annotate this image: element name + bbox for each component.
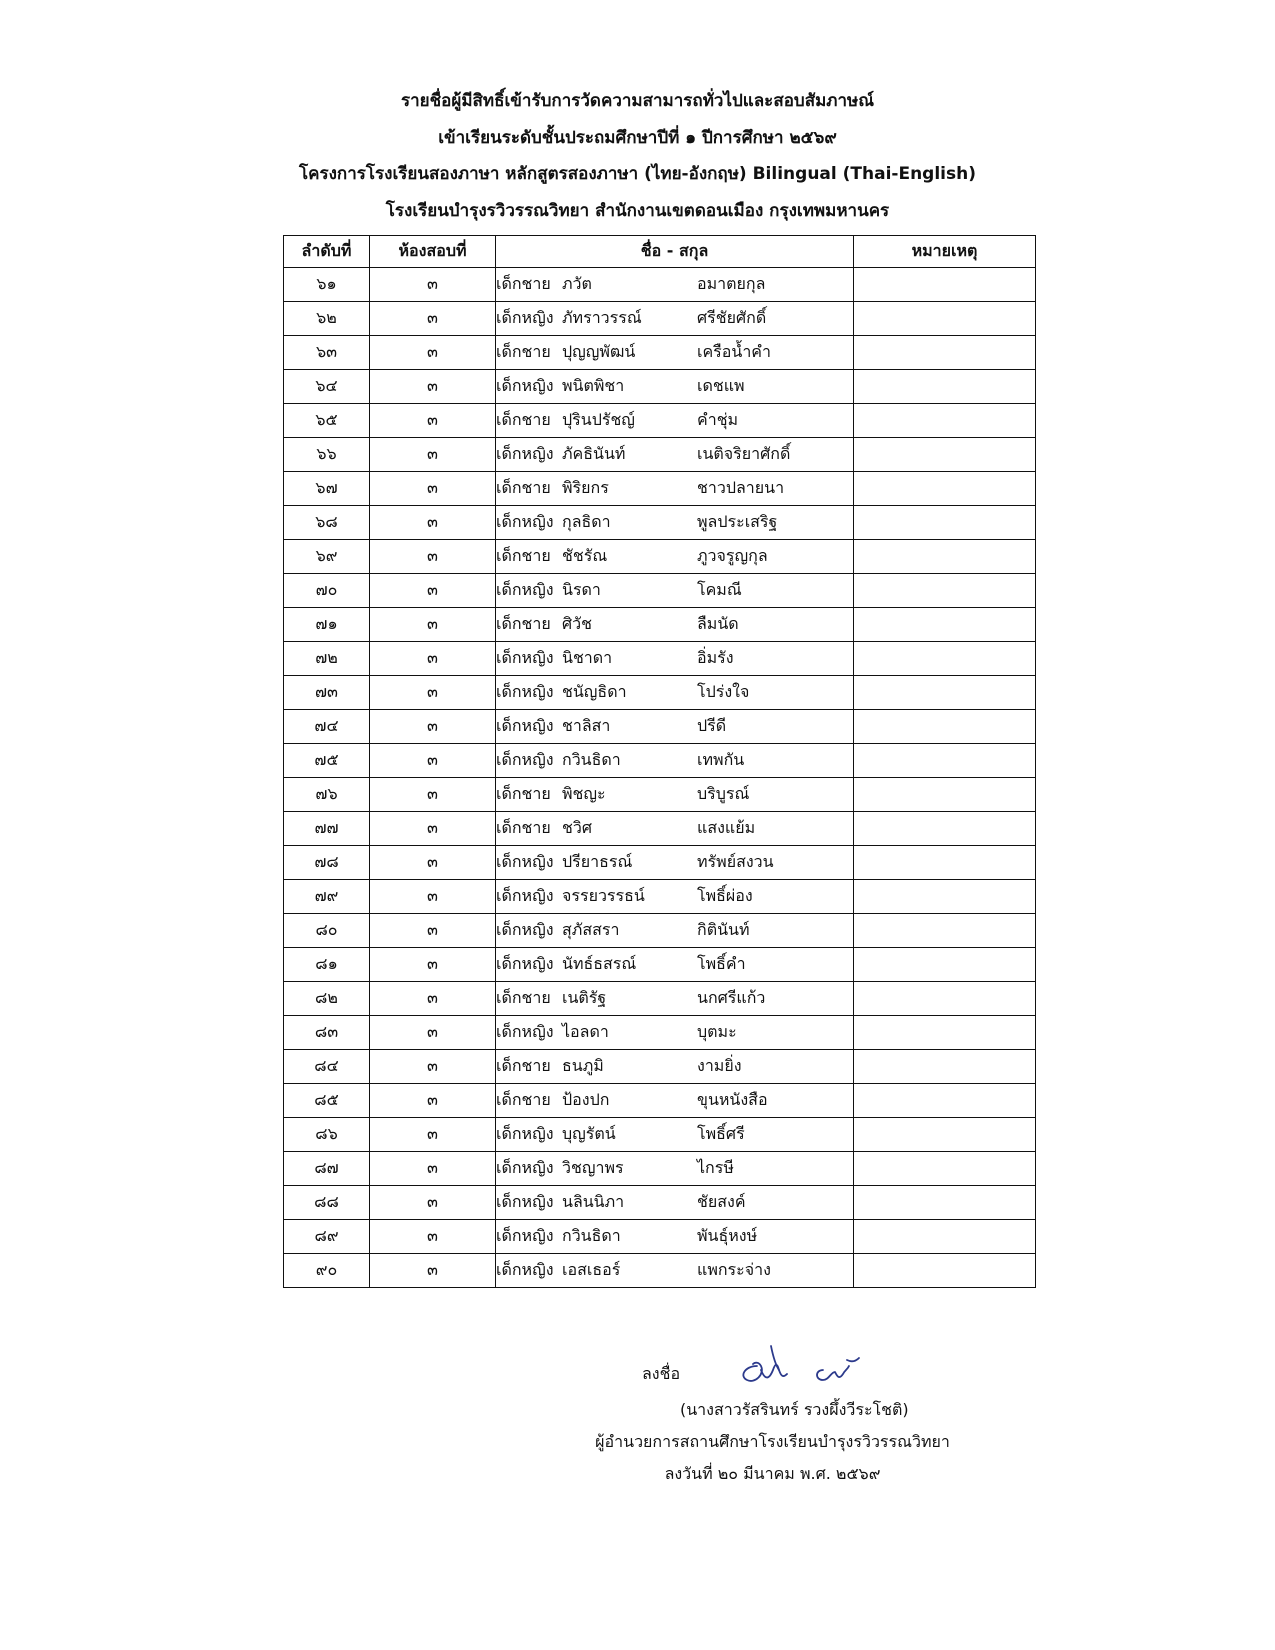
table-row xyxy=(284,846,1036,880)
last-name: โพธิ์คำ xyxy=(697,954,746,973)
cell-number: ๘๗ xyxy=(284,1152,370,1186)
last-name: งามยิ่ง xyxy=(697,1056,742,1075)
cell-room: ๓ xyxy=(370,302,496,336)
cell-note xyxy=(854,744,1036,778)
table-row xyxy=(284,506,1036,540)
cell-name xyxy=(496,370,854,404)
cell-note xyxy=(854,812,1036,846)
name-title: เด็กหญิง xyxy=(496,852,554,871)
table-row xyxy=(284,302,1036,336)
last-name: ลืมนัด xyxy=(697,614,739,633)
cell-name xyxy=(496,302,854,336)
cell-name xyxy=(496,1084,854,1118)
cell-number: ๘๒ xyxy=(284,982,370,1016)
cell-note xyxy=(854,404,1036,438)
cell-note xyxy=(854,370,1036,404)
last-name: โคมณี xyxy=(697,580,742,599)
name-title: เด็กหญิง xyxy=(496,716,554,735)
name-title: เด็กหญิง xyxy=(496,886,554,905)
name-title: เด็กหญิง xyxy=(496,682,554,701)
first-name: ปุญญพัฒน์ xyxy=(562,342,636,361)
cell-room: ๓ xyxy=(370,1186,496,1220)
cell-name xyxy=(496,676,854,710)
first-name: ชาลิสา xyxy=(562,716,611,735)
cell-note xyxy=(854,1186,1036,1220)
cell-room: ๓ xyxy=(370,642,496,676)
cell-name xyxy=(496,268,854,302)
cell-name xyxy=(496,438,854,472)
cell-room: ๓ xyxy=(370,1016,496,1050)
cell-name xyxy=(496,982,854,1016)
table-row xyxy=(284,1220,1036,1254)
last-name: ไกรษี xyxy=(697,1158,734,1177)
last-name: คำชุ่ม xyxy=(697,410,739,429)
signer-position: ผู้อำนวยการสถานศึกษาโรงเรียนบำรุงรวิวรรณวิทยา xyxy=(595,1432,950,1451)
header-grade-year: เข้าเรียนระดับชั้นประถมศึกษาปีที่ ๑ ปีการศึกษา ๒๕๖๙ xyxy=(438,127,837,148)
first-name: พนิตพิชา xyxy=(562,376,625,395)
cell-number: ๘๓ xyxy=(284,1016,370,1050)
cell-number: ๗๑ xyxy=(284,608,370,642)
cell-name xyxy=(496,1220,854,1254)
cell-number: ๖๘ xyxy=(284,506,370,540)
signer-name: (นางสาวรัสรินทร์ รวงผึ้งวีระโชติ) xyxy=(680,1400,909,1419)
first-name: เอสเธอร์ xyxy=(562,1260,621,1279)
cell-name xyxy=(496,574,854,608)
cell-room: ๓ xyxy=(370,1084,496,1118)
last-name: ภูวจรูญกุล xyxy=(697,546,768,565)
first-name: ศิวัช xyxy=(562,614,592,633)
cell-name xyxy=(496,506,854,540)
cell-number: ๗๐ xyxy=(284,574,370,608)
table-row xyxy=(284,676,1036,710)
cell-room: ๓ xyxy=(370,914,496,948)
cell-number: ๖๗ xyxy=(284,472,370,506)
last-name: บริบูรณ์ xyxy=(697,784,750,803)
first-name: นลินนิภา xyxy=(562,1192,625,1211)
table-row xyxy=(284,710,1036,744)
cell-name xyxy=(496,472,854,506)
name-title: เด็กชาย xyxy=(496,784,551,803)
table-row xyxy=(284,778,1036,812)
name-title: เด็กชาย xyxy=(496,614,551,633)
table-row xyxy=(284,744,1036,778)
cell-note xyxy=(854,302,1036,336)
cell-note xyxy=(854,642,1036,676)
last-name: ทรัพย์สงวน xyxy=(697,852,774,871)
table-header-row xyxy=(284,236,1036,268)
cell-note xyxy=(854,1152,1036,1186)
first-name: ป้องปก xyxy=(562,1090,610,1109)
cell-name xyxy=(496,846,854,880)
table-row xyxy=(284,370,1036,404)
first-name: กวินธิดา xyxy=(562,1226,621,1245)
cell-room: ๓ xyxy=(370,676,496,710)
table-row xyxy=(284,472,1036,506)
table-row xyxy=(284,1186,1036,1220)
last-name: เครือน้ำคำ xyxy=(697,342,771,361)
cell-room: ๓ xyxy=(370,370,496,404)
last-name: โพธิ์ศรี xyxy=(697,1124,745,1143)
table-row xyxy=(284,268,1036,302)
last-name: พูลประเสริฐ xyxy=(697,512,778,531)
first-name: นิรดา xyxy=(562,580,601,599)
cell-number: ๗๒ xyxy=(284,642,370,676)
cell-room: ๓ xyxy=(370,574,496,608)
table-row xyxy=(284,880,1036,914)
cell-room: ๓ xyxy=(370,948,496,982)
name-title: เด็กชาย xyxy=(496,1056,551,1075)
table-row xyxy=(284,608,1036,642)
cell-name xyxy=(496,642,854,676)
cell-note xyxy=(854,846,1036,880)
name-title: เด็กหญิง xyxy=(496,920,554,939)
cell-number: ๖๙ xyxy=(284,540,370,574)
name-title: เด็กชาย xyxy=(496,410,551,429)
last-name: บุตมะ xyxy=(697,1022,737,1041)
table-row xyxy=(284,1084,1036,1118)
cell-name xyxy=(496,404,854,438)
first-name: ภัทราวรรณ์ xyxy=(562,308,642,327)
cell-note xyxy=(854,1254,1036,1288)
cell-number: ๖๕ xyxy=(284,404,370,438)
cell-note xyxy=(854,1084,1036,1118)
column-header-room: ห้องสอบที่ xyxy=(370,236,496,268)
cell-note xyxy=(854,268,1036,302)
cell-name xyxy=(496,540,854,574)
table-row xyxy=(284,404,1036,438)
first-name: พิชญะ xyxy=(562,784,606,803)
cell-number: ๖๒ xyxy=(284,302,370,336)
name-title: เด็กชาย xyxy=(496,988,551,1007)
cell-name xyxy=(496,880,854,914)
first-name: ชัชรัณ xyxy=(562,546,608,565)
cell-room: ๓ xyxy=(370,812,496,846)
name-title: เด็กหญิง xyxy=(496,308,554,327)
cell-number: ๘๕ xyxy=(284,1084,370,1118)
cell-name xyxy=(496,608,854,642)
table-row xyxy=(284,336,1036,370)
name-title: เด็กหญิง xyxy=(496,750,554,769)
table-row xyxy=(284,914,1036,948)
cell-number: ๘๘ xyxy=(284,1186,370,1220)
cell-note xyxy=(854,778,1036,812)
cell-room: ๓ xyxy=(370,540,496,574)
table-row xyxy=(284,812,1036,846)
name-title: เด็กชาย xyxy=(496,1090,551,1109)
cell-room: ๓ xyxy=(370,880,496,914)
first-name: ไอลดา xyxy=(562,1022,609,1041)
cell-room: ๓ xyxy=(370,1152,496,1186)
last-name: แพกระจ่าง xyxy=(697,1260,771,1279)
last-name: อิ่มรัง xyxy=(697,648,734,667)
header-title: รายชื่อผู้มีสิทธิ์เข้ารับการวัดความสามารถทั่วไปและสอบสัมภาษณ์ xyxy=(400,91,875,111)
first-name: กวินธิดา xyxy=(562,750,621,769)
cell-name xyxy=(496,948,854,982)
cell-note xyxy=(854,1118,1036,1152)
last-name: ชาวปลายนา xyxy=(697,478,785,497)
last-name: ศรีชัยศักดิ์ xyxy=(697,308,767,327)
name-title: เด็กชาย xyxy=(496,818,551,837)
first-name: จรรยวรรธน์ xyxy=(562,886,645,905)
cell-number: ๗๖ xyxy=(284,778,370,812)
cell-note xyxy=(854,336,1036,370)
last-name: เทพกัน xyxy=(697,750,745,769)
table-row xyxy=(284,1016,1036,1050)
table-row xyxy=(284,1254,1036,1288)
table-row xyxy=(284,1118,1036,1152)
first-name: ภวัต xyxy=(562,274,592,293)
cell-name xyxy=(496,710,854,744)
first-name: นิชาดา xyxy=(562,648,613,667)
cell-number: ๗๗ xyxy=(284,812,370,846)
first-name: ชวิศ xyxy=(562,818,592,837)
cell-note xyxy=(854,948,1036,982)
first-name: ภัคธินันท์ xyxy=(562,444,626,463)
applicant-table xyxy=(283,235,1036,1288)
name-title: เด็กชาย xyxy=(496,478,551,497)
sign-label: ลงชื่อ xyxy=(642,1364,681,1383)
cell-room: ๓ xyxy=(370,438,496,472)
cell-note xyxy=(854,1050,1036,1084)
cell-number: ๗๙ xyxy=(284,880,370,914)
last-name: แสงแย้ม xyxy=(697,818,756,837)
cell-number: ๘๐ xyxy=(284,914,370,948)
cell-number: ๖๑ xyxy=(284,268,370,302)
cell-name xyxy=(496,1186,854,1220)
cell-note xyxy=(854,506,1036,540)
handwritten-signature xyxy=(735,1340,895,1388)
name-title: เด็กหญิง xyxy=(496,376,554,395)
name-title: เด็กหญิง xyxy=(496,648,554,667)
cell-name xyxy=(496,1152,854,1186)
name-title: เด็กหญิง xyxy=(496,1022,554,1041)
last-name: ปรีดี xyxy=(697,716,727,735)
last-name: โปร่งใจ xyxy=(697,682,750,701)
cell-note xyxy=(854,1220,1036,1254)
first-name: บุญรัตน์ xyxy=(562,1124,616,1143)
cell-note xyxy=(854,1016,1036,1050)
cell-name xyxy=(496,1118,854,1152)
column-header-number: ลำดับที่ xyxy=(284,236,370,268)
first-name: กุลธิดา xyxy=(562,512,611,531)
cell-room: ๓ xyxy=(370,1050,496,1084)
cell-number: ๗๘ xyxy=(284,846,370,880)
table-row xyxy=(284,540,1036,574)
table-body xyxy=(284,268,1036,1288)
cell-room: ๓ xyxy=(370,1118,496,1152)
first-name: ปรียาธรณ์ xyxy=(562,852,633,871)
cell-number: ๖๓ xyxy=(284,336,370,370)
cell-room: ๓ xyxy=(370,404,496,438)
first-name: พิริยกร xyxy=(562,478,609,497)
cell-note xyxy=(854,880,1036,914)
cell-name xyxy=(496,1050,854,1084)
first-name: ปุรินปรัชญ์ xyxy=(562,410,635,429)
cell-room: ๓ xyxy=(370,710,496,744)
signature-date: ลงวันที่ ๒๐ มีนาคม พ.ศ. ๒๕๖๙ xyxy=(664,1464,881,1483)
name-title: เด็กชาย xyxy=(496,546,551,565)
cell-number: ๘๖ xyxy=(284,1118,370,1152)
cell-room: ๓ xyxy=(370,744,496,778)
cell-name xyxy=(496,1254,854,1288)
name-title: เด็กหญิง xyxy=(496,512,554,531)
cell-name xyxy=(496,778,854,812)
last-name: พันธุ์หงษ์ xyxy=(697,1226,758,1245)
cell-name xyxy=(496,336,854,370)
name-title: เด็กหญิง xyxy=(496,1124,554,1143)
name-title: เด็กชาย xyxy=(496,274,551,293)
cell-room: ๓ xyxy=(370,778,496,812)
last-name: เดชแพ xyxy=(697,376,745,395)
column-header-name: ชื่อ - สกุล xyxy=(496,236,854,268)
cell-room: ๓ xyxy=(370,506,496,540)
cell-note xyxy=(854,574,1036,608)
first-name: สุภัสสรา xyxy=(562,920,620,939)
last-name: ชัยสงค์ xyxy=(697,1192,746,1211)
cell-room: ๓ xyxy=(370,1220,496,1254)
cell-number: ๗๓ xyxy=(284,676,370,710)
cell-number: ๘๑ xyxy=(284,948,370,982)
first-name: วิชญาพร xyxy=(562,1158,624,1177)
name-title: เด็กหญิง xyxy=(496,1158,554,1177)
name-title: เด็กหญิง xyxy=(496,444,554,463)
column-header-note: หมายเหตุ xyxy=(854,236,1036,268)
cell-note xyxy=(854,608,1036,642)
cell-name xyxy=(496,1016,854,1050)
cell-room: ๓ xyxy=(370,268,496,302)
header-school: โรงเรียนบำรุงรวิวรรณวิทยา สำนักงานเขตดอนเมือง กรุงเทพมหานคร xyxy=(385,200,890,221)
last-name: นกศรีแก้ว xyxy=(697,988,766,1007)
last-name: ขุนหนังสือ xyxy=(697,1090,768,1109)
cell-name xyxy=(496,812,854,846)
cell-number: ๘๙ xyxy=(284,1220,370,1254)
cell-room: ๓ xyxy=(370,608,496,642)
cell-name xyxy=(496,914,854,948)
cell-name xyxy=(496,744,854,778)
first-name: นัทธ์ธสรณ์ xyxy=(562,954,637,973)
header-program: โครงการโรงเรียนสองภาษา หลักสูตรสองภาษา (ไทย-อังกฤษ) Bilingual (Thai-English) xyxy=(299,164,976,184)
cell-room: ๓ xyxy=(370,336,496,370)
name-title: เด็กหญิง xyxy=(496,580,554,599)
cell-number: ๗๕ xyxy=(284,744,370,778)
first-name: ธนภูมิ xyxy=(562,1056,604,1075)
cell-note xyxy=(854,676,1036,710)
name-title: เด็กหญิง xyxy=(496,954,554,973)
first-name: เนติรัฐ xyxy=(562,988,607,1007)
name-title: เด็กหญิง xyxy=(496,1260,554,1279)
cell-number: ๖๔ xyxy=(284,370,370,404)
cell-room: ๓ xyxy=(370,982,496,1016)
cell-note xyxy=(854,438,1036,472)
cell-number: ๗๔ xyxy=(284,710,370,744)
table-row xyxy=(284,1050,1036,1084)
table-row xyxy=(284,1152,1036,1186)
name-title: เด็กชาย xyxy=(496,342,551,361)
last-name: เนติจริยาศักดิ์ xyxy=(697,444,791,463)
cell-number: ๖๖ xyxy=(284,438,370,472)
table-row xyxy=(284,642,1036,676)
cell-room: ๓ xyxy=(370,1254,496,1288)
cell-room: ๓ xyxy=(370,846,496,880)
name-title: เด็กหญิง xyxy=(496,1226,554,1245)
cell-note xyxy=(854,982,1036,1016)
cell-room: ๓ xyxy=(370,472,496,506)
name-title: เด็กหญิง xyxy=(496,1192,554,1211)
table-row xyxy=(284,982,1036,1016)
last-name: กิตินันท์ xyxy=(697,920,750,939)
cell-note xyxy=(854,472,1036,506)
first-name: ชนัญธิดา xyxy=(562,682,627,701)
cell-number: ๙๐ xyxy=(284,1254,370,1288)
table-row xyxy=(284,574,1036,608)
cell-note xyxy=(854,710,1036,744)
last-name: โพธิ์ผ่อง xyxy=(697,886,753,905)
cell-note xyxy=(854,540,1036,574)
table-row xyxy=(284,438,1036,472)
table-row xyxy=(284,948,1036,982)
cell-number: ๘๔ xyxy=(284,1050,370,1084)
document-header xyxy=(0,92,1275,220)
cell-note xyxy=(854,914,1036,948)
last-name: อมาตยกุล xyxy=(697,274,766,293)
